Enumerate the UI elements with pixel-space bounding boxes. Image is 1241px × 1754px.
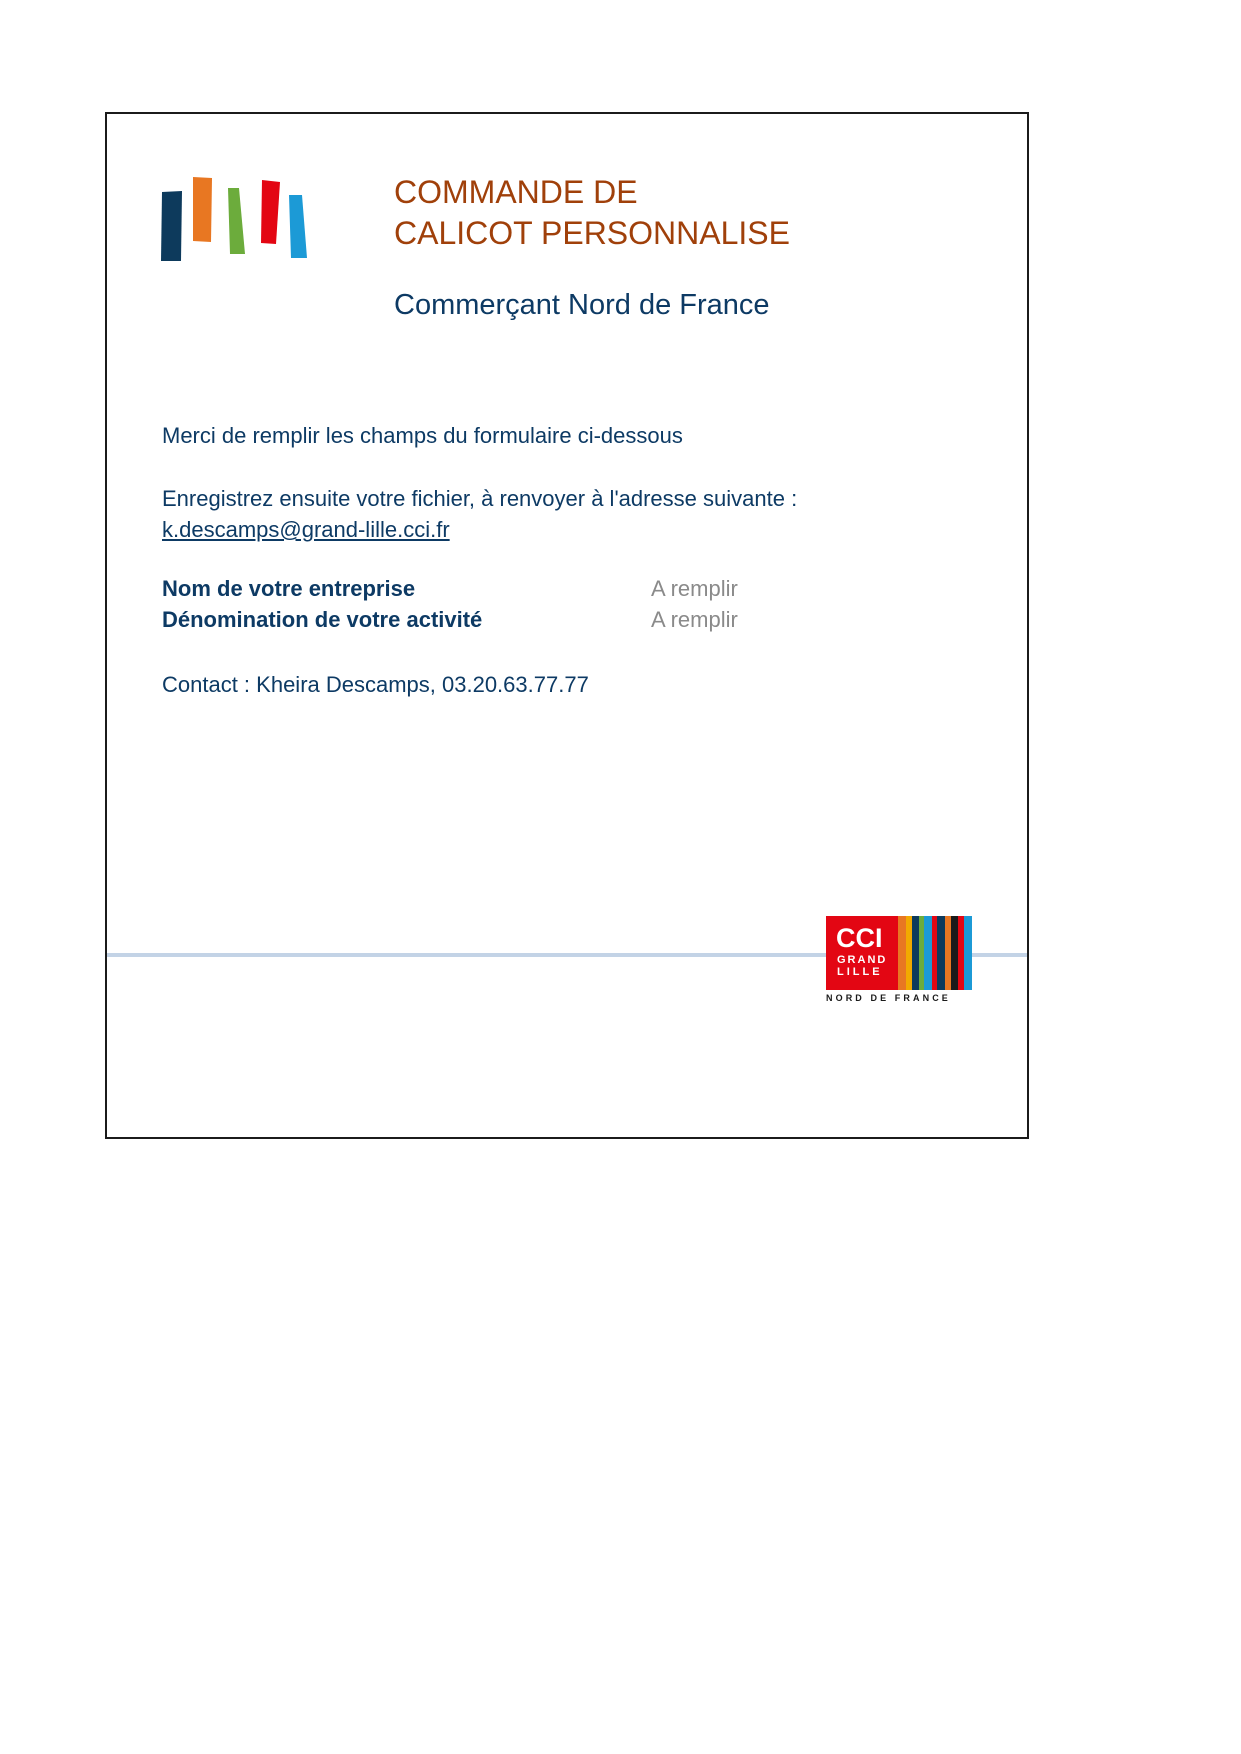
logo-lille-text: LILLE: [837, 966, 883, 978]
logo-bar-orange: [193, 177, 212, 242]
logo-tagline: NORD DE FRANCE: [826, 993, 951, 1002]
title-line1: COMMANDE DE: [394, 174, 638, 210]
logo-bar-green: [228, 188, 245, 254]
logo-bar-blue: [289, 195, 307, 258]
cci-grand-lille-logo: [826, 916, 972, 1002]
company-name-label: Nom de votre entreprise: [162, 576, 416, 601]
intro-instruction: Merci de remplir les champs du formulaire ci-dessous: [162, 423, 683, 448]
email-link[interactable]: k.descamps@grand-lille.cci.fr: [162, 517, 450, 542]
save-instruction: Enregistrez ensuite votre fichier, à renvoyer à l'adresse suivante :: [162, 486, 798, 511]
activity-label: Dénomination de votre activité: [162, 607, 483, 632]
contact-info: Contact : Kheira Descamps, 03.20.63.77.77: [162, 672, 589, 697]
logo-bar-navy: [161, 191, 182, 261]
page-subtitle: Commerçant Nord de France: [394, 289, 770, 321]
logo-cci-text: CCI: [836, 923, 883, 953]
logo-bar-red: [261, 180, 280, 244]
company-name-field[interactable]: A remplir: [651, 576, 738, 601]
logo-grand-text: GRAND: [837, 954, 888, 966]
page-title: [394, 172, 790, 254]
cci-bars-logo: [160, 176, 310, 266]
activity-field[interactable]: A remplir: [651, 607, 738, 632]
title-line2: CALICOT PERSONNALISE: [394, 215, 790, 251]
